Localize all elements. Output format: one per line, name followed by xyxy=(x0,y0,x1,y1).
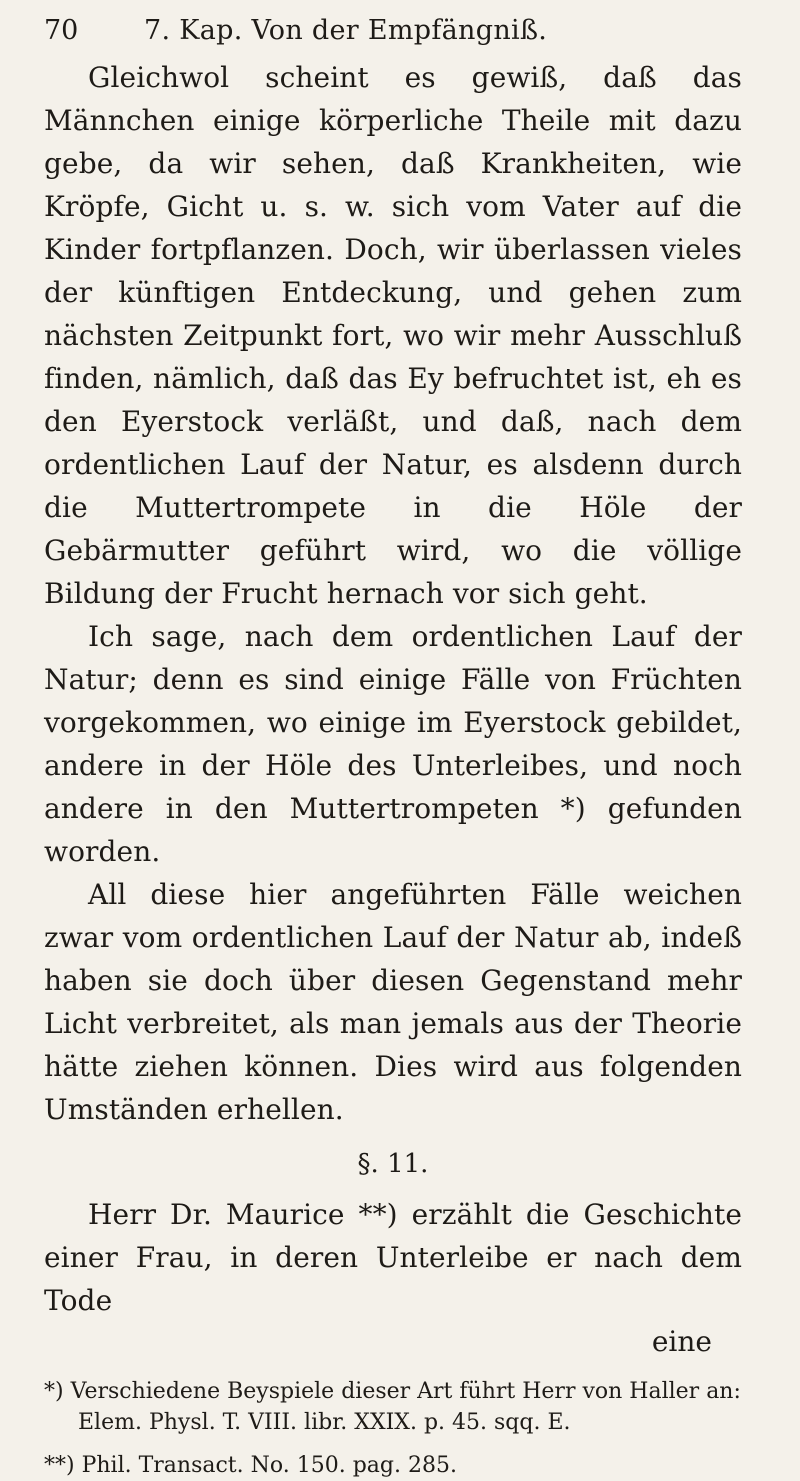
paragraph-1: Gleichwol scheint es gewiß, daß das Männchen einige körperliche Theile mit dazu gebe, da wir sehen, daß Krankheiten, wie Kröpfe, Gicht u. s. w. sich vom Vater auf die Kinder fortpflanzen. Doch, wir überlassen vieles der künftigen Entdeckung, und gehen zum nächsten Zeitpunkt fort, wo wir mehr Ausschluß finden, nämlich, daß das Ey befruchtet ist, eh es den Eyerstock verläßt, und daß, nach dem ordentlichen Lauf der Natur, es alsdenn durch die Muttertrompete in die Höle der Gebärmutter geführt wird, wo die völlige Bildung der Frucht hernach vor sich geht. xyxy=(44,61,742,610)
paragraph-2: Ich sage, nach dem ordentlichen Lauf der Natur; denn es sind einige Fälle von Früchten vorgekommen, wo einige im Eyerstock gebildet, andere in der Höle des Unterleibes, und noch andere in den Muttertrompeten *) gefunden worden. xyxy=(44,620,742,868)
paragraph-section-11: Herr Dr. Maurice **) erzählt die Geschichte einer Frau, in deren Unterleibe er nach dem Tode xyxy=(44,1198,742,1317)
paragraph-3: All diese hier angeführten Fälle weichen zwar vom ordentlichen Lauf der Natur ab, indeß haben sie doch über diesen Gegenstand mehr Licht verbreitet, als man jemals aus der Theorie hätte ziehen können. Dies wird aus folgenden Umständen erhellen. xyxy=(44,878,742,1126)
page-header xyxy=(44,14,742,48)
running-title: 7. Kap. Von der Empfängniß. xyxy=(144,15,548,46)
catchword: eine xyxy=(651,1325,712,1358)
section-heading: §. 11. xyxy=(357,1149,429,1179)
footnote-1: *) Verschiedene Beyspiele dieser Art führt Herr von Haller an: Elem. Physl. T. VIII. libr. XXIX. p. 45. sqq. E. xyxy=(44,1379,741,1435)
page-number: 70 xyxy=(44,15,79,46)
footnote-2: **) Phil. Transact. No. 150. pag. 285. xyxy=(44,1453,457,1478)
